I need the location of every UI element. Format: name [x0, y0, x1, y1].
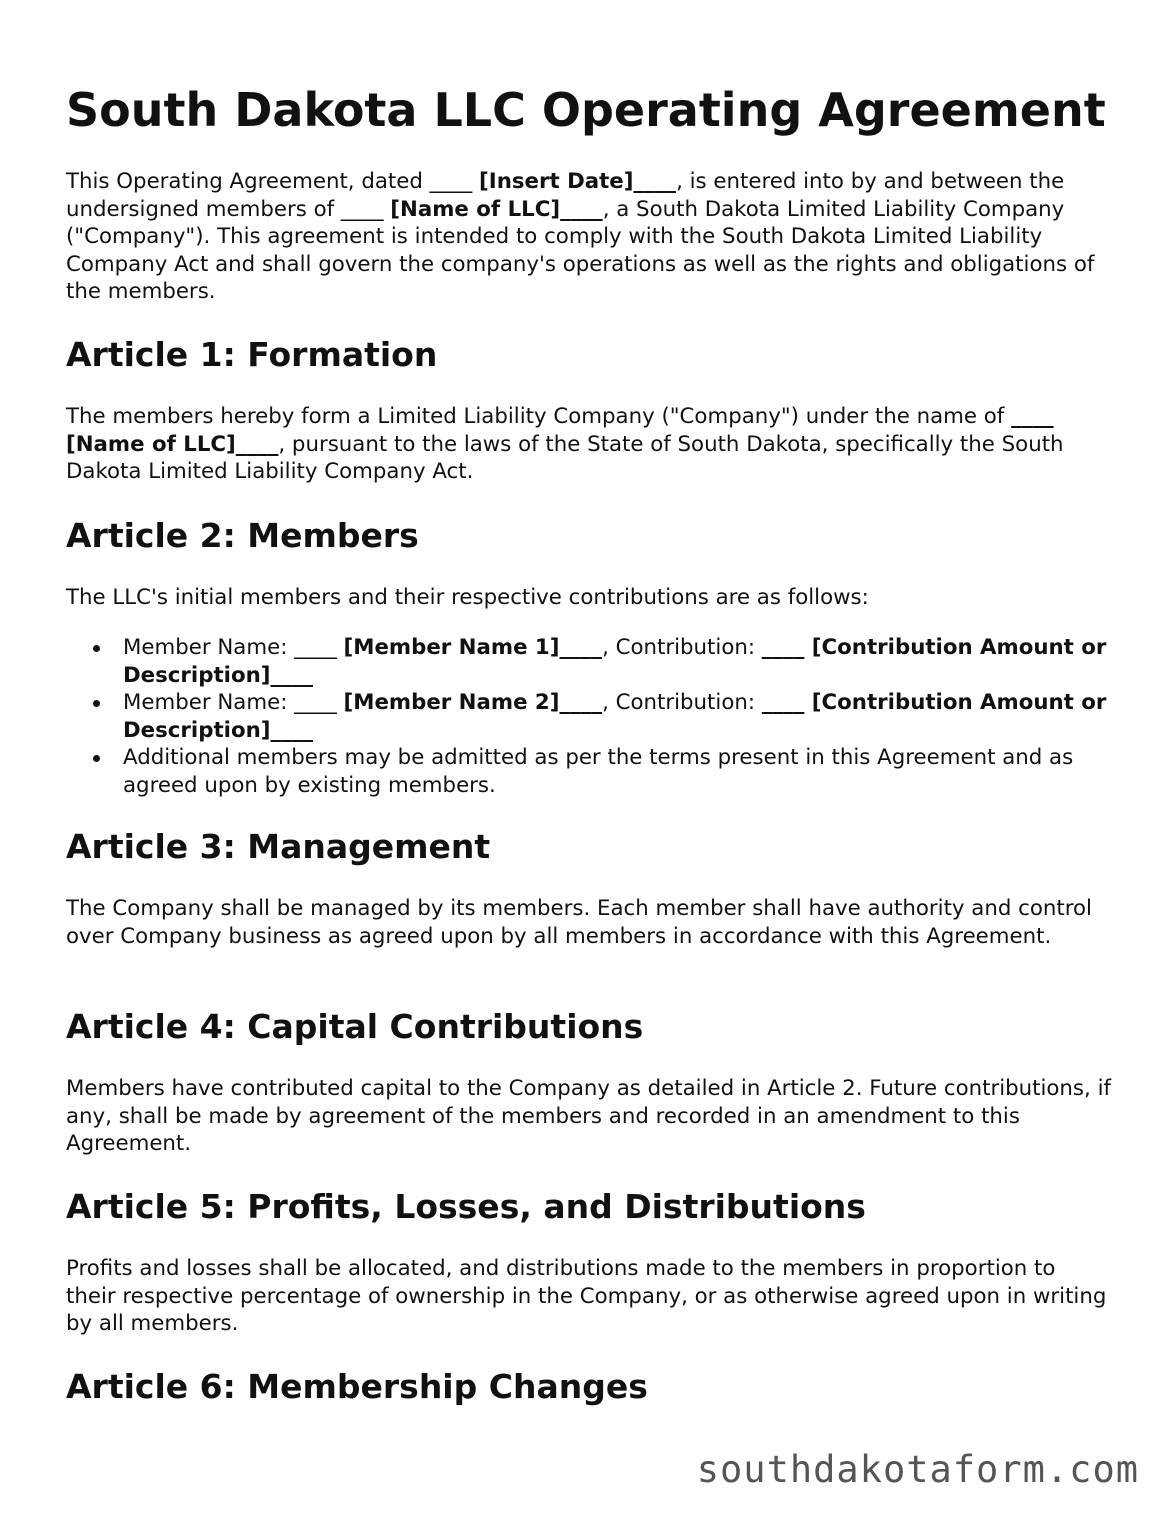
member-1-name: [Member Name 1]____ — [343, 635, 603, 660]
member-1-mid: , Contribution: — [602, 635, 762, 660]
intro-text-2: , is entered into by and between the undersigned members of ____ — [66, 169, 1065, 222]
members-list — [66, 634, 1111, 799]
article-2-heading: Article 2: Members — [66, 516, 419, 555]
member-2-name: [Member Name 2]____ — [343, 690, 603, 715]
member-1-label: Member Name: ____ — [123, 635, 344, 660]
member-2-contribution: ____ [Contribution Amount or Description]____ — [123, 690, 1107, 743]
article-5-paragraph: Profits and losses shall be allocated, and distributions made to the members in proportion to their respective percentage of ownership in the Company, or as otherwise agreed upon in writing by all members. — [66, 1256, 1107, 1336]
article-4-heading: Article 4: Capital Contributions — [66, 1007, 644, 1046]
member-item-1 — [123, 634, 1111, 689]
member-item-2 — [123, 689, 1111, 744]
intro-text-3: , a South Dakota Limited Liability Company ("Company"). This agreement is intended to comply with the South Dakota Limited Liability Company Act and shall govern the company's operations as well as the rights and obligations of the members. — [66, 196, 1095, 304]
intro-llc-placeholder: [Name of LLC]____ — [390, 196, 603, 222]
article-4-paragraph: Members have contributed capital to the Company as detailed in Article 2. Future contributions, if any, shall be made by agreement of the members and recorded in an amendment to this Agreement. — [66, 1076, 1111, 1156]
article-6-heading: Article 6: Membership Changes — [66, 1367, 648, 1406]
intro-text-1: This Operating Agreement, dated ____ — [66, 169, 480, 194]
document-title: South Dakota LLC Operating Agreement — [66, 83, 1106, 137]
intro-paragraph — [66, 168, 1111, 306]
member-2-mid: , Contribution: — [602, 690, 762, 715]
member-item-additional: Additional members may be admitted as per the terms present in this Agreement and as agreed upon by existing members. — [123, 744, 1111, 799]
member-1-contribution: ____ [Contribution Amount or Description]____ — [123, 635, 1107, 688]
article-2-paragraph: The LLC's initial members and their respective contributions are as follows: — [66, 585, 869, 610]
intro-date-placeholder: [Insert Date]____ — [479, 169, 677, 194]
article-5-heading: Article 5: Profits, Losses, and Distributions — [66, 1187, 866, 1226]
site-watermark: southdakotaform.com — [696, 1448, 1139, 1491]
article-1-heading: Article 1: Formation — [66, 335, 438, 374]
article-1-text-1: The members hereby form a Limited Liability Company ("Company") under the name of — [66, 404, 1012, 429]
article-1-text-2: , pursuant to the laws of the State of South Dakota, specifically the South Dakota Limited Liability Company Act. — [66, 431, 1064, 484]
article-3-paragraph: The Company shall be managed by its members. Each member shall have authority and control over Company business as agreed upon by all members in accordance with this Agreement. — [66, 896, 1092, 949]
article-1-llc-placeholder: ____ [Name of LLC]____ — [66, 404, 1054, 457]
member-2-label: Member Name: ____ — [123, 690, 344, 715]
article-3-heading: Article 3: Management — [66, 827, 491, 866]
article-1-paragraph — [66, 403, 1111, 486]
